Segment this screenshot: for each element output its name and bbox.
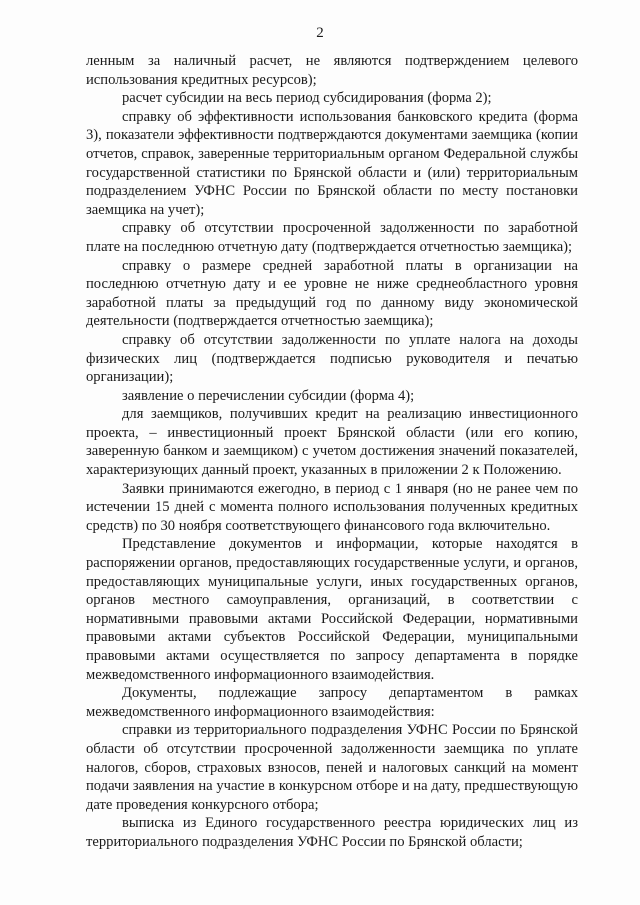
paragraph-transfer-application: заявление о перечислении субсидии (форма 4); [122, 387, 415, 404]
paragraph-subsidy-calculation: расчет субсидии на весь период субсидирования (форма 2); [122, 90, 492, 107]
paragraph-interagency-request: Представление документов и информации, которые находятся в распоряжении органов, предоставляющих государственные услуги, и органов, предоставляющих муниципальные услуги, иных государственных органов, органов местного самоуправления, организаций, в соответствии с нормативными правовыми актами Российской Федерации, нормативными правовыми актами субъектов Российской Федерации, муниципальными правовыми актами осуществляется по запросу департамента в порядке межведомственного информационного взаимодействия. [86, 536, 578, 683]
paragraph-wage-arrears-certificate: справку об отсутствии просроченной задолженности по заработной плате на последнюю отчетную дату (подтверждается отчетностью заемщика); [86, 220, 578, 255]
document-body [86, 52, 578, 852]
paragraph-income-tax-certificate: справку об отсутствии задолженности по уплате налога на доходы физических лиц (подтверждается подписью руководителя и печатью организации); [86, 331, 578, 386]
page-number: 2 [316, 25, 324, 41]
paragraph-average-wage-certificate: справку о размере средней заработной платы в организации на последнюю отчетную дату и ее уровне не ниже среднеобластного уровня заработной платы за предыдущий год по данному виду экономической деятельности (подтверждается отчетностью заемщика); [86, 257, 578, 330]
paragraph-investment-project: для заемщиков, получивших кредит на реализацию инвестиционного проекта, – инвестиционный проект Брянской области (или его копию, заверенную банком и заемщиком) с учетом достижения значений показателей, характеризующих данный проект, указанных в приложении 2 к Положению. [86, 406, 578, 479]
paragraph-requested-documents: Документы, подлежащие запросу департаментом в рамках межведомственного информационного взаимодействия: [86, 685, 578, 720]
paragraph-application-period: Заявки принимаются ежегодно, в период с 1 января (но не ранее чем по истечении 15 дней с момента полного использования полученных кредитных средств) по 30 ноября соответствующего финансового года включительно. [86, 480, 578, 534]
paragraph-registry-extract: выписка из Единого государственного реестра юридических лиц из территориального подразделения УФНС России по Брянской области; [86, 815, 578, 850]
paragraph-efficiency-certificate: справку об эффективности использования банковского кредита (форма 3), показатели эффективности подтверждаются документами заемщика (копии отчетов, справок, заверенные территориальным органом Федеральной службы государственной статистики по Брянской области и (или) территориальным подразделением УФНС России по Брянской области по месту постановки заемщика на учет); [86, 108, 578, 218]
paragraph-tax-office-certificate: справки из территориального подразделения УФНС России по Брянской области об отсутствии просроченной задолженности заемщика по уплате налогов, сборов, страховых взносов, пеней и налоговых санкций на момент подачи заявления на участие в конкурсном отборе и на дату, предшествующую дате проведения конкурсного отбора; [86, 722, 578, 813]
paragraph-continuation: ленным за наличный расчет, не являются подтверждением целевого использования кредитных ресурсов); [86, 53, 578, 88]
